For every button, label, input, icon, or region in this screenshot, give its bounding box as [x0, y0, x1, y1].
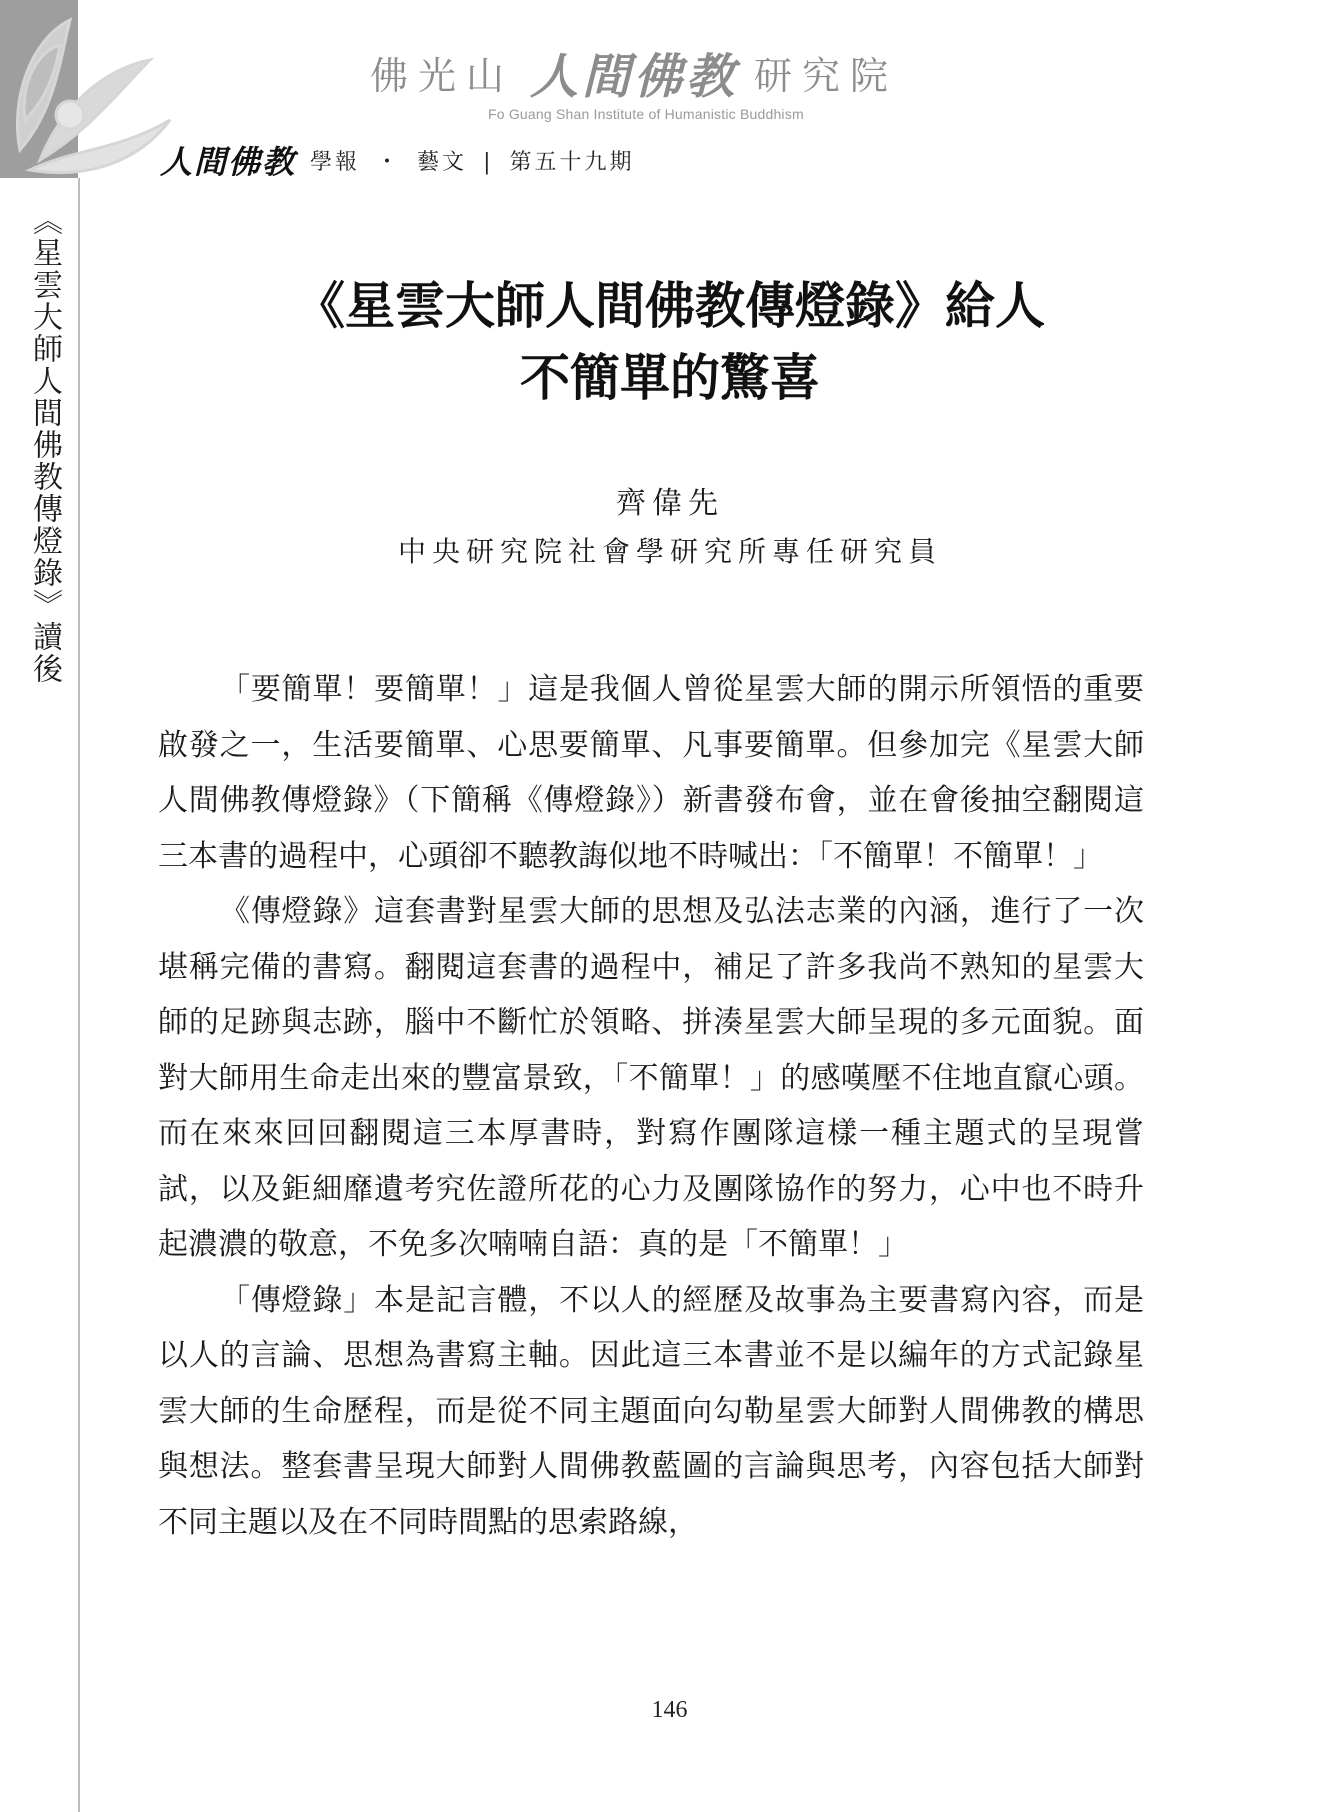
paragraph: 《傳燈錄》這套書對星雲大師的思想及弘法志業的內涵，進行了一次堪稱完備的書寫。翻閱這套書的過程中，補足了許多我尚不熟知的星雲大師的足跡與志跡，腦中不斷忙於領略、拼湊星雲大師呈現的多元面貌。面對大師用生命走出來的豐富景致，「不簡單！」的感嘆壓不住地直竄心頭。而在來來回回翻閱這三本厚書時，對寫作團隊這樣一種主題式的呈現嘗試，以及鉅細靡遺考究佐證所花的心力及團隊協作的努力，心中也不時升起濃濃的敬意，不免多次喃喃自語：真的是「不簡單！」	[158, 894, 1144, 1262]
institute-name-right: 研究院	[754, 53, 899, 98]
author-name: 齊偉先	[616, 486, 724, 521]
article-title	[200, 270, 1140, 414]
institute-name-calligraphy: 人間佛教	[530, 48, 739, 105]
paragraph: 「傳燈錄」本是記言體，不以人的經歷及故事為主要書寫內容，而是以人的言論、思想為書寫主軸。因此這三本書並不是以編年的方式記錄星雲大師的生命歷程，而是從不同主題面向勾勒星雲大師對人間佛教的構思與想法。整套書呈現大師對人間佛教藍圖的言論與思考，內容包括大師對不同主題以及在不同時間點的思索路線，	[158, 1282, 1144, 1540]
institute-banner	[370, 42, 970, 105]
journal-meta	[310, 145, 634, 176]
page-number: 146	[651, 1697, 688, 1723]
author-affiliation: 中央研究院社會學研究所專任研究員	[397, 535, 942, 568]
paragraph: 「要簡單！要簡單！」這是我個人曾從星雲大師的開示所領悟的重要啟發之一，生活要簡單、心思要簡單、凡事要簡單。但參加完《星雲大師人間佛教傳燈錄》（下簡稱《傳燈錄》）新書發布會，並在會後抽空翻閱這三本書的過程中，心頭卻不聽教誨似地不時喊出：「不簡單！不簡單！」	[158, 672, 1144, 874]
article-body	[158, 662, 1144, 1550]
journal-logo: 人間佛教	[160, 143, 297, 181]
journal-issue: 第五十九期	[509, 149, 635, 175]
journal-separator: |	[483, 149, 494, 175]
institute-english-name: Fo Guang Shan Institute of Humanistic Buddhism	[488, 106, 804, 122]
side-running-title: 《星雲大師人間佛教傳燈錄》讀後	[27, 205, 62, 685]
article-title-line-1: 《星雲大師人間佛教傳燈錄》給人	[295, 276, 1045, 335]
journal-section: 藝文	[417, 149, 468, 175]
article-title-line-2: 不簡單的驚喜	[520, 348, 820, 407]
institute-name-left: 佛光山	[370, 53, 515, 98]
journal-header	[160, 140, 635, 180]
journal-dot: ・	[376, 149, 402, 175]
journal-name: 學報	[310, 149, 361, 175]
